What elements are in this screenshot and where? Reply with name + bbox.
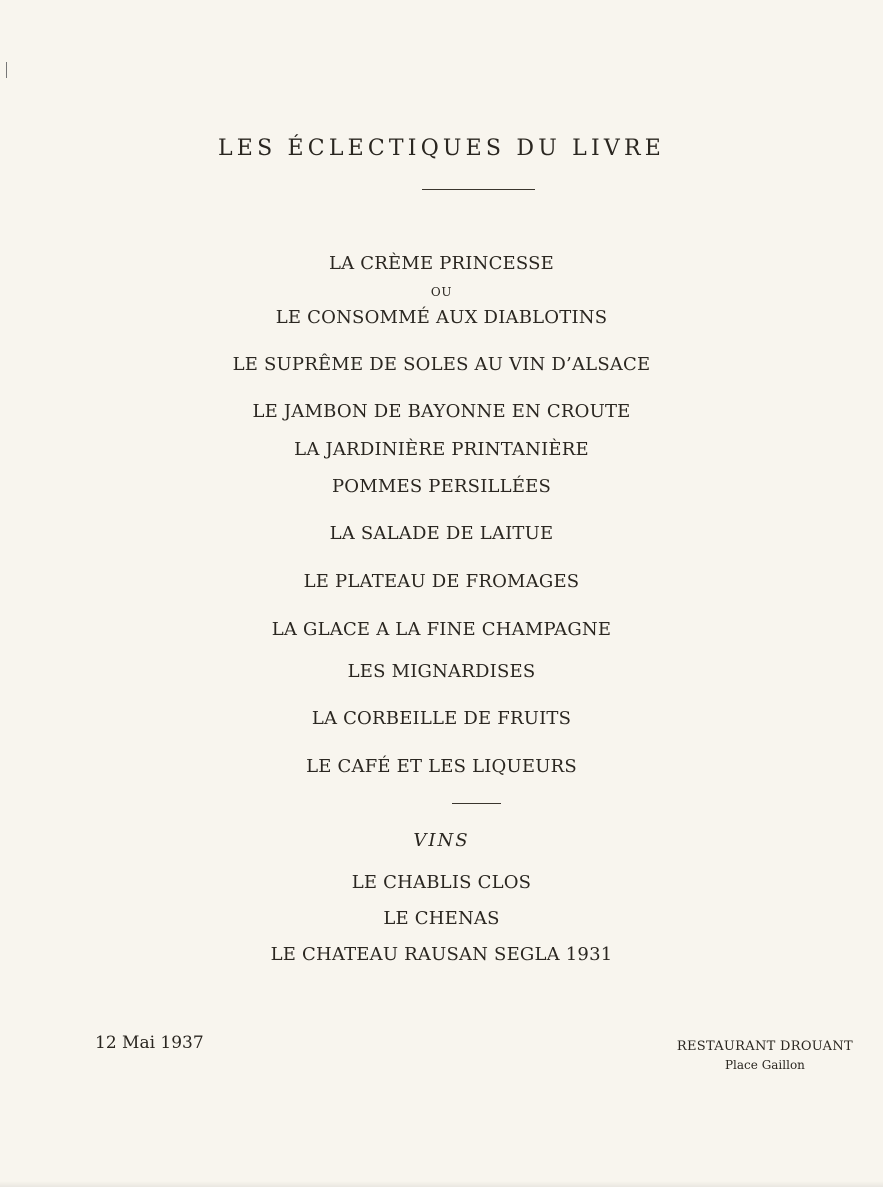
course-item: LE CONSOMMÉ AUX DIABLOTINS <box>275 307 608 328</box>
wine-item: LE CHATEAU RAUSAN SEGLA 1931 <box>270 944 613 965</box>
page-bottom-edge <box>0 1181 883 1187</box>
restaurant-place: Place Gaillon <box>724 1058 805 1072</box>
course-item: LE PLATEAU DE FROMAGES <box>303 571 580 592</box>
restaurant-block <box>677 1039 853 1072</box>
course-item: LA CORBEILLE DE FRUITS <box>311 708 572 729</box>
wine-item: LE CHENAS <box>383 908 500 929</box>
menu-title: LES ÉCLECTIQUES DU LIVRE <box>218 136 665 161</box>
course-connector: OU <box>430 285 453 299</box>
course-item: LE CAFÉ ET LES LIQUEURS <box>306 756 577 777</box>
course-item: LA CRÈME PRINCESSE <box>329 253 554 274</box>
wine-item: LE CHABLIS CLOS <box>351 872 532 893</box>
course-item: LES MIGNARDISES <box>347 661 536 682</box>
course-item: LA SALADE DE LAITUE <box>329 523 554 544</box>
course-item: LA GLACE A LA FINE CHAMPAGNE <box>271 619 612 640</box>
title-divider <box>422 189 535 190</box>
edge-mark <box>6 62 7 78</box>
course-item: POMMES PERSILLÉES <box>331 476 552 497</box>
wine-divider <box>452 803 501 804</box>
course-item: LE SUPRÊME DE SOLES AU VIN D’ALSACE <box>232 354 651 375</box>
wine-heading: VINS <box>413 830 470 851</box>
course-item: LA JARDINIÈRE PRINTANIÈRE <box>294 439 589 460</box>
course-item: LE JAMBON DE BAYONNE EN CROUTE <box>252 401 631 422</box>
menu-date: 12 Mai 1937 <box>95 1033 204 1053</box>
restaurant-name: RESTAURANT DROUANT <box>676 1039 853 1054</box>
